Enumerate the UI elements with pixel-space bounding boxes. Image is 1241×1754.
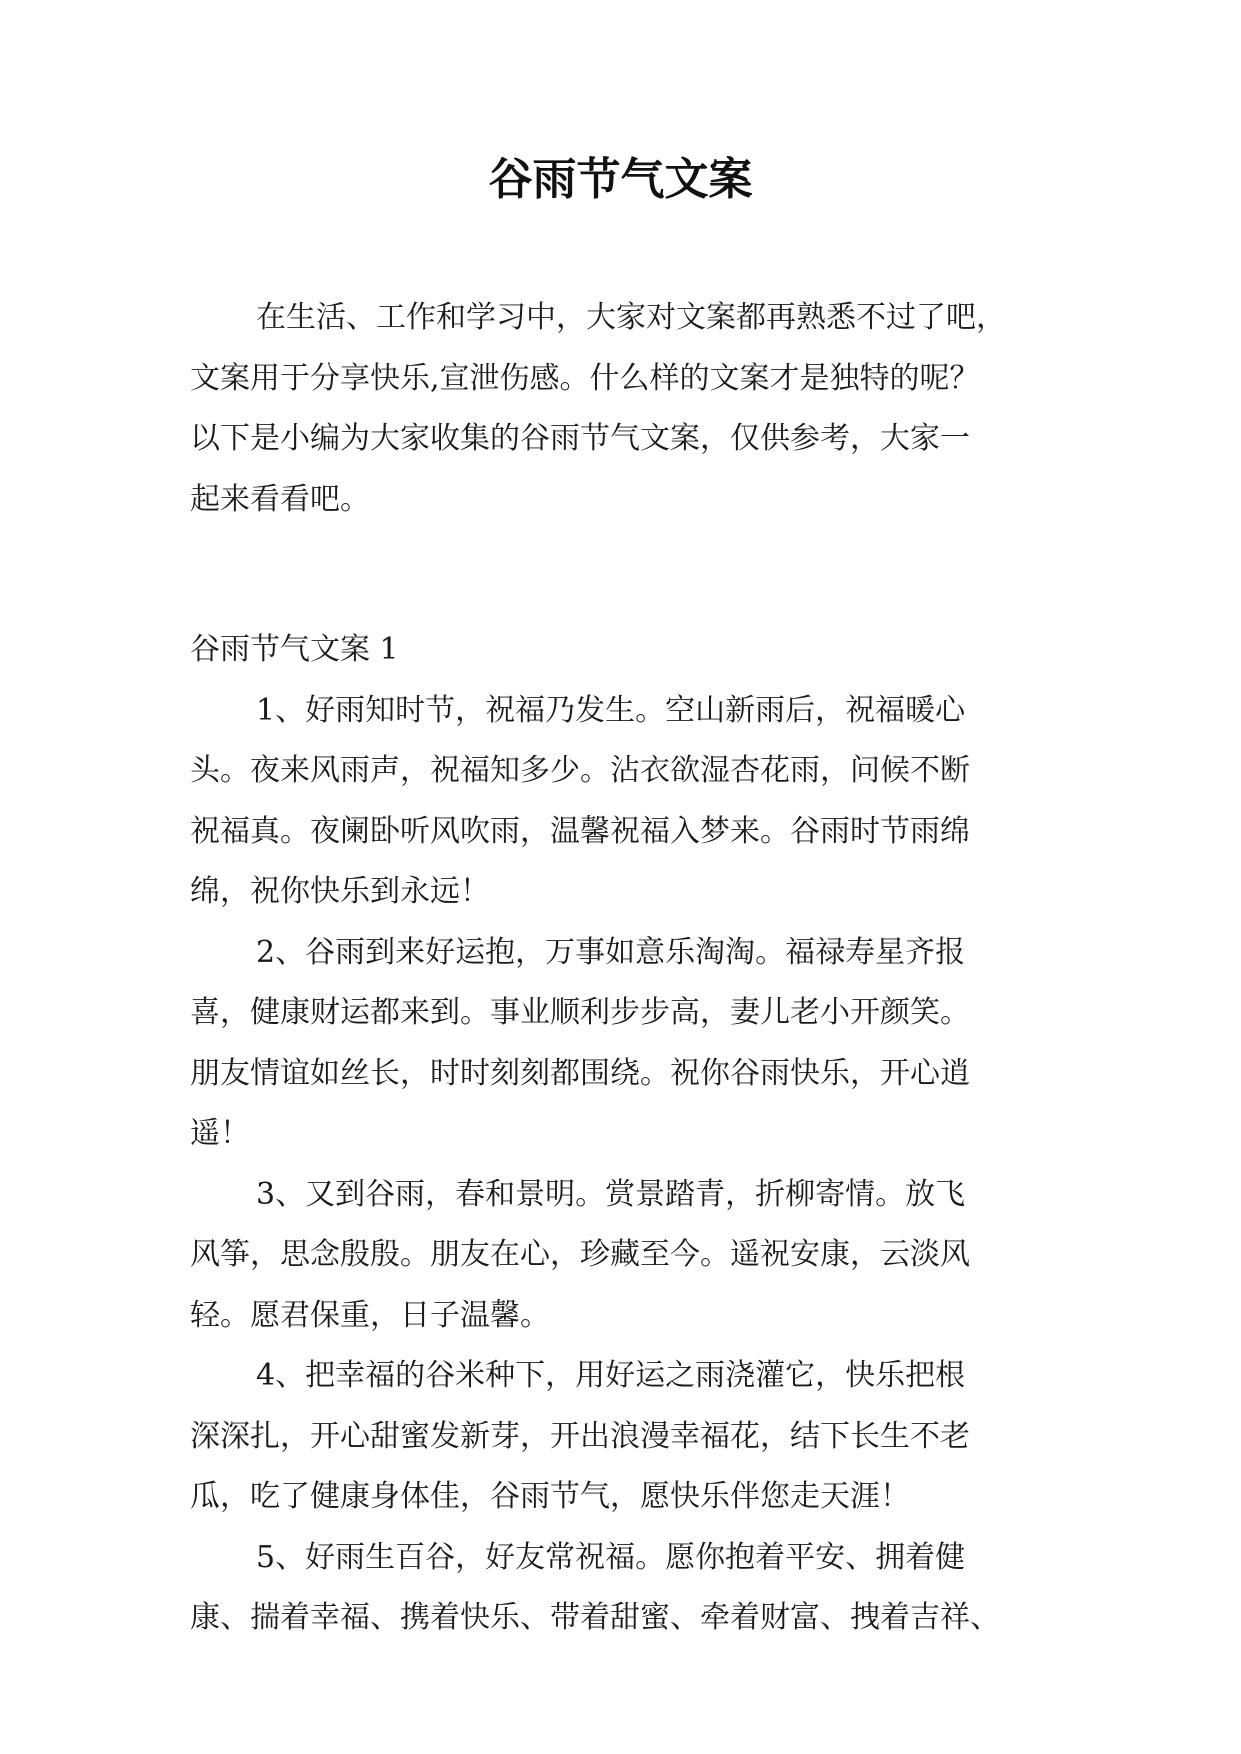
wish-line: 深深扎，开心甜蜜发新芽，开出浪漫幸福花，结下长生不老	[190, 1418, 970, 1454]
wish-line: 遥！	[190, 1116, 250, 1151]
wish-line: 朋友情谊如丝长，时时刻刻都围绕。祝你谷雨快乐，开心逍	[190, 1055, 970, 1091]
section-heading: 谷雨节气文案 1	[190, 632, 399, 667]
wish-item-1	[190, 681, 1070, 923]
wish-line: 4、把幸福的谷米种下，用好运之雨浇灌它，快乐把根	[256, 1358, 966, 1393]
wish-line: 轻。愿君保重，日子温馨。	[190, 1297, 550, 1333]
wish-item-2	[190, 923, 1070, 1165]
wish-line: 1、好雨知时节，祝福乃发生。空山新雨后，祝福暖心	[256, 692, 966, 728]
intro-line: 文案用于分享快乐,宣泄伤感。什么样的文案才是独特的呢？	[190, 360, 980, 396]
spacer	[190, 530, 1070, 620]
intro-line: 在生活、工作和学习中，大家对文案都再熟悉不过了吧，	[256, 300, 1006, 335]
document-body	[190, 288, 1070, 1649]
document-title: 谷雨节气文案	[488, 154, 753, 205]
wish-item-4	[190, 1346, 1070, 1528]
wish-line: 喜，健康财运都来到。事业顺利步步高，妻儿老小开颜笑。	[190, 995, 970, 1030]
wish-item-5	[190, 1528, 1070, 1649]
wish-line: 5、好雨生百谷，好友常祝福。愿你抱着平安、拥着健	[256, 1539, 966, 1575]
wish-line: 瓜，吃了健康身体佳，谷雨节气，愿快乐伴您走天涯！	[190, 1479, 910, 1514]
wish-item-3	[190, 1165, 1070, 1347]
wish-line: 头。夜来风雨声，祝福知多少。沾衣欲湿杏花雨，问候不断	[190, 753, 970, 788]
wish-line: 风筝，思念殷殷。朋友在心，珍藏至今。遥祝安康，云淡风	[190, 1237, 970, 1272]
intro-line: 起来看看吧。	[190, 481, 370, 517]
wish-line: 康、揣着幸福、携着快乐、带着甜蜜、牵着财富、拽着吉祥、	[190, 1600, 1000, 1635]
wish-line: 2、谷雨到来好运抱，万事如意乐淘淘。福禄寿星齐报	[256, 934, 966, 970]
wish-line: 3、又到谷雨，春和景明。赏景踏青，折柳寄情。放飞	[256, 1176, 966, 1212]
wish-line: 绵，祝你快乐到永远！	[190, 874, 490, 909]
intro-paragraph	[190, 288, 1070, 530]
intro-line: 以下是小编为大家收集的谷雨节气文案，仅供参考，大家一	[190, 421, 970, 456]
wish-line: 祝福真。夜阑卧听风吹雨，温馨祝福入梦来。谷雨时节雨绵	[190, 813, 970, 849]
